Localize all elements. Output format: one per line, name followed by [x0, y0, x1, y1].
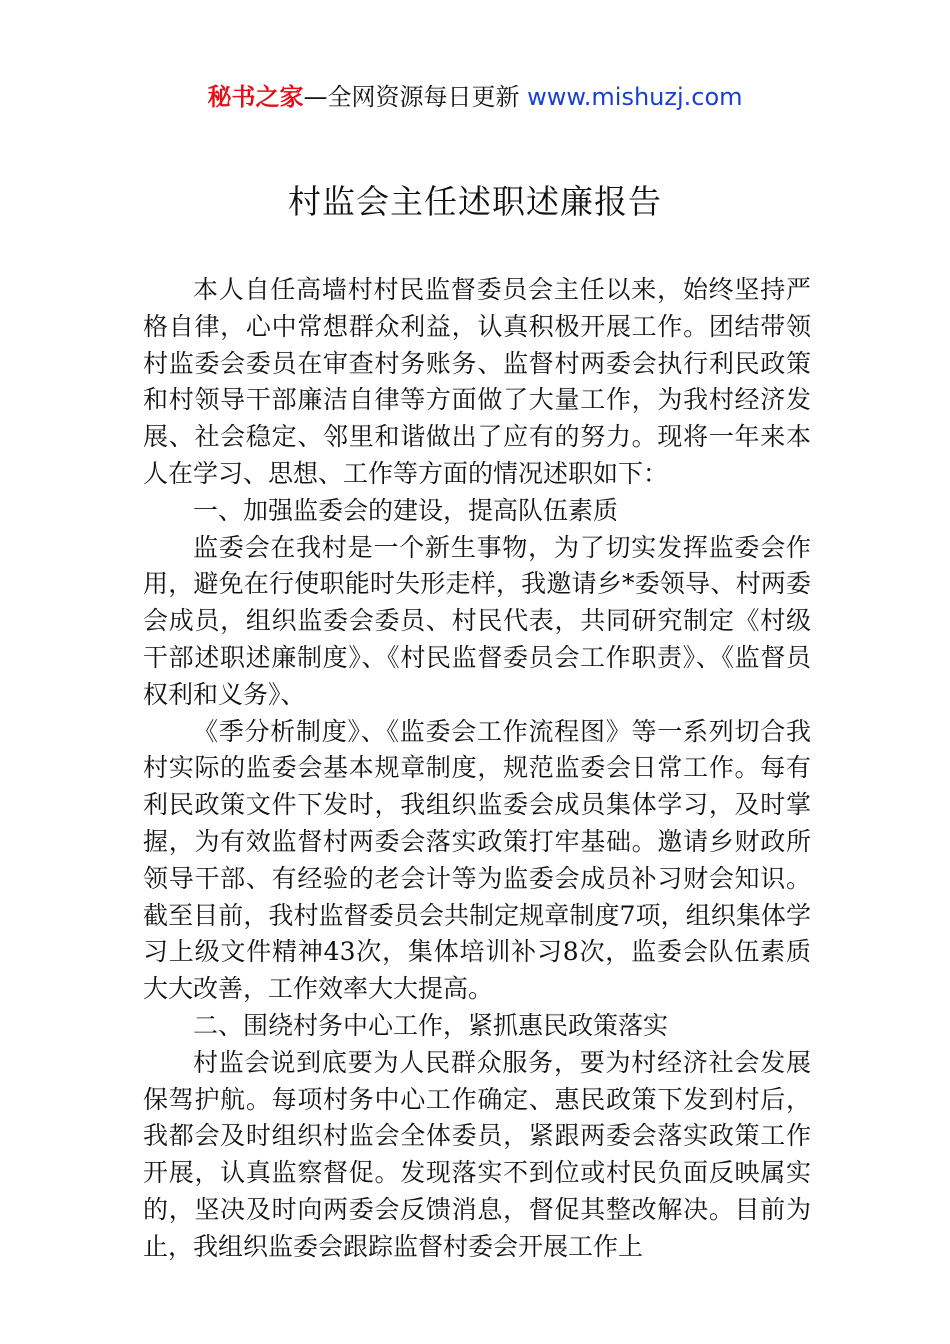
paragraph-section-1a: 监委会在我村是一个新生事物，为了切实发挥监委会作用，避免在行使职能时失形走样，我邀请乡*委领导、村两委会成员，组织监委会委员、村民代表，共同研究制定《村级干部述职述廉制度》、《村民监督委员会工作职责》、《监督员权利和义务》、	[143, 532, 811, 709]
paragraph-intro: 本人自任高墙村村民监督委员会主任以来，始终坚持严格自律，心中常想群众利益，认真积极开展工作。团结带领村监委会委员在审查村务账务、监督村两委会执行利民政策和村领导干部廉洁自律等方面做了大量工作，为我村经济发展、社会稳定、邻里和谐做出了应有的努力。现将一年来本人在学习、思想、工作等方面的情况述职如下：	[143, 275, 811, 488]
document-body	[143, 272, 811, 1266]
brand-name: 秘书之家	[207, 83, 304, 111]
section-heading-1: 一、加强监委会的建设，提高队伍素质	[193, 495, 619, 525]
website-link[interactable]: www.mishuzj.com	[527, 83, 743, 111]
header-tagline: —全网资源每日更新	[303, 83, 520, 111]
section-heading-2: 二、围绕村务中心工作，紧抓惠民政策落实	[193, 1010, 669, 1040]
page-header	[0, 80, 950, 114]
paragraph-section-1b: 《季分析制度》、《监委会工作流程图》等一系列切合我村实际的监委会基本规章制度，规范监委会日常工作。每有利民政策文件下发时，我组织监委会成员集体学习，及时掌握，为有效监督村两委会落实政策打牢基础。邀请乡财政所领导干部、有经验的老会计等为监委会成员补习财会知识。截至目前，我村监督委员会共制定规章制度7项，组织集体学习上级文件精神43次，集体培训补习8次，监委会队伍素质大大改善，工作效率大大提高。	[143, 716, 811, 1004]
document-title: 村监会主任述职述廉报告	[288, 182, 662, 221]
paragraph-section-2: 村监会说到底要为人民群众服务，要为村经济社会发展保驾护航。每项村务中心工作确定、惠民政策下发到村后，我都会及时组织村监会全体委员，紧跟两委会落实政策工作开展，认真监察督促。发现落实不到位或村民负面反映属实的，坚决及时向两委会反馈消息，督促其整改解决。目前为止，我组织监委会跟踪监督村委会开展工作上	[143, 1047, 811, 1261]
